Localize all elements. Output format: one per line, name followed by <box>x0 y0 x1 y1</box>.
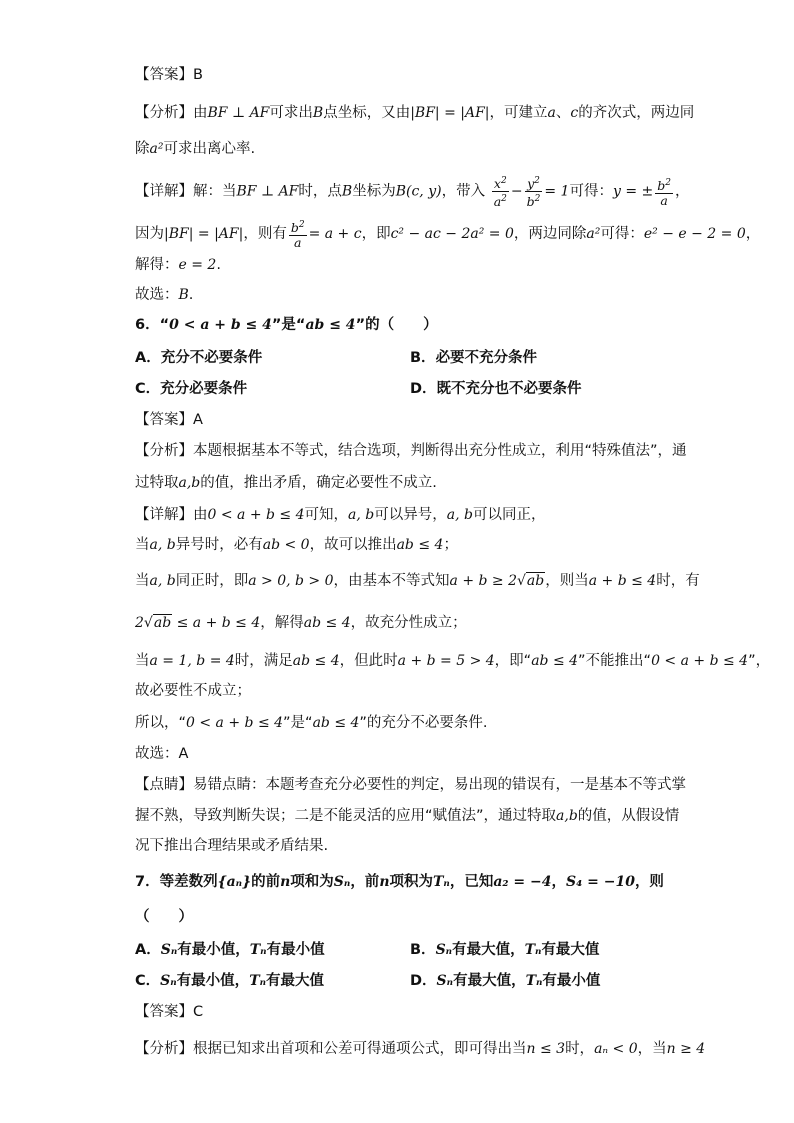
q7-option-c <box>135 970 324 992</box>
math: n ≤ 3 <box>526 1041 566 1057</box>
option-label: C． <box>135 973 161 989</box>
q7-option-a <box>135 939 325 961</box>
q6-detail-7 <box>135 712 488 734</box>
math: Tₙ <box>524 942 542 958</box>
text: ，带入 <box>441 183 486 200</box>
q6-detail-3 <box>135 570 700 592</box>
answer-value: C <box>193 1004 204 1020</box>
text: 当 <box>135 537 150 553</box>
answer-value: A <box>193 412 203 428</box>
math: a + b ≥ 2 <box>449 573 517 589</box>
text: ”是“ <box>283 715 313 731</box>
math: Sₙ <box>333 874 351 890</box>
math: a, b <box>446 507 473 523</box>
math: |BF| = |AF| <box>164 226 244 243</box>
math: ab ≤ 4 <box>396 537 444 553</box>
q6-detail-4 <box>135 612 467 634</box>
text: 除 <box>135 141 150 157</box>
text: 有最小值， <box>176 973 250 989</box>
math: a + b ≤ 4 <box>588 573 657 589</box>
q6-point-1 <box>135 774 686 796</box>
math: ab ≤ 4 <box>312 715 360 731</box>
math: e = 2 <box>178 257 217 273</box>
text: . <box>188 287 194 303</box>
question-7-stem <box>135 871 664 893</box>
analysis-tag: 【分析】 <box>135 443 193 459</box>
text: ”不能推出“ <box>578 653 652 669</box>
option-d <box>410 378 582 400</box>
math: a = 1, b = 4 <box>149 653 235 669</box>
text: ，则 <box>634 874 664 890</box>
point-tag: 【点睛】 <box>135 777 193 793</box>
math: ab < 0 <box>262 537 310 553</box>
text: 握不熟，导致判断失误；二是不能灵活的应用“赋值法”，通过特取 <box>135 808 557 824</box>
math: {aₙ} <box>217 874 252 890</box>
text: ，已知 <box>449 874 494 890</box>
choose-line <box>135 284 193 306</box>
option-label: A． <box>135 350 161 366</box>
math: Sₙ <box>160 973 177 989</box>
text: 由 <box>193 507 208 523</box>
math: S₄ = −10 <box>566 874 635 890</box>
text: 由 <box>193 105 208 121</box>
option-label: C． <box>135 381 161 397</box>
sqrt-symbol: √ <box>143 615 153 631</box>
option-text: 充分必要条件 <box>160 381 248 397</box>
math: e² − e − 2 = 0 <box>643 226 746 243</box>
sqrt-symbol: √ <box>517 573 526 589</box>
fraction-b2-a: $\frac{b^2}{a}$ <box>657 177 671 208</box>
option-label: A． <box>135 942 161 958</box>
analysis-tag: 【分析】 <box>135 1041 193 1057</box>
text: 项和为 <box>290 874 334 890</box>
text: ，解得 <box>260 615 304 631</box>
q6-answer <box>135 409 203 431</box>
q6-detail-5 <box>135 650 770 672</box>
math: a, b <box>149 537 176 553</box>
text: （ ） <box>135 909 193 925</box>
answer-tag: 【答案】 <box>135 1004 193 1020</box>
q6-detail-1 <box>135 504 545 526</box>
detail-line-2 <box>135 218 760 250</box>
text: ”的（ ） <box>355 317 438 333</box>
text: 解：当 <box>193 183 237 200</box>
math: a + b = 5 > 4 <box>397 653 495 669</box>
math: ab <box>526 573 545 589</box>
text: ，前 <box>350 874 380 890</box>
analysis-line-2 <box>135 138 255 160</box>
math: a₂ = −4 <box>493 874 552 890</box>
text: 、 <box>555 105 571 121</box>
math: a² <box>586 226 601 243</box>
math: c² − ac − 2a² = 0 <box>390 226 514 243</box>
detail-line-3 <box>135 254 221 276</box>
text: ，则有 <box>243 226 287 243</box>
text: ”是“ <box>271 317 306 333</box>
math: a,b <box>178 475 201 491</box>
math: BF ⊥ AF <box>207 105 270 121</box>
text: ，故可以推出 <box>309 537 397 553</box>
option-b <box>410 347 537 369</box>
fraction-x2-a2: $\frac{x^2}{a^2}$ <box>493 176 507 210</box>
math: ab ≤ 4 <box>303 615 351 631</box>
text: 可以同正， <box>472 507 546 523</box>
q6-point-3 <box>135 835 328 857</box>
text: 有最大值， <box>453 973 526 989</box>
text: 时，有 <box>656 573 700 589</box>
text: 故必要性不成立； <box>135 683 251 699</box>
text: 项积为 <box>389 874 433 890</box>
detail-line-1: 【详解】解：当BF ⊥ AF时，点B坐标为B(c, y)，带入 $\frac{x^2}{a^2}$ − $\frac{y^2}{b^2}$ = 1可得：y = ± $\frac{b^2}{a}$ ， <box>135 176 690 210</box>
math: B <box>178 287 189 303</box>
text: 7．等差数列 <box>135 874 218 890</box>
text: 时， <box>565 1041 595 1057</box>
q7-answer <box>135 1001 203 1023</box>
text: ，即“ <box>494 653 532 669</box>
math: Tₙ <box>433 874 450 890</box>
math: c <box>570 105 579 121</box>
fraction-b2-a: $\frac{b^2}{a}$ <box>290 220 305 251</box>
text: ，当 <box>637 1041 667 1057</box>
answer-tag: 【答案】 <box>135 412 193 428</box>
math: |BF| = |AF| <box>410 105 490 121</box>
q6-detail-6 <box>135 680 251 702</box>
option-c <box>135 378 247 400</box>
question-7-bracket <box>135 906 193 928</box>
text: ，则当 <box>545 573 589 589</box>
math: = a + c <box>308 226 362 243</box>
option-text: 必要不充分条件 <box>435 350 538 366</box>
math: B <box>312 105 324 121</box>
text: ，由基本不等式知 <box>333 573 450 589</box>
option-label: B． <box>410 350 436 366</box>
text: 同正时，即 <box>175 573 249 589</box>
math: 2 <box>135 615 144 631</box>
math: B <box>341 183 353 200</box>
text: 有最大值 <box>266 973 325 989</box>
q6-detail-2 <box>135 534 458 556</box>
text: 故选：A <box>135 746 189 762</box>
math: n <box>379 874 390 890</box>
text: 解得： <box>135 257 179 273</box>
q6-point-2 <box>135 805 679 827</box>
option-a <box>135 347 262 369</box>
text: 时，点 <box>298 183 342 200</box>
analysis-tag: 【分析】 <box>135 105 193 121</box>
text: 况下推出合理结果或矛盾结果. <box>135 838 329 854</box>
q7-option-d <box>410 970 600 992</box>
text: 可求出离心率. <box>163 141 256 157</box>
text: 坐标为 <box>352 183 396 200</box>
detail-tag: 【详解】 <box>135 183 193 200</box>
text: ， <box>745 226 761 243</box>
text: 时，满足 <box>234 653 293 669</box>
math: BF ⊥ AF <box>236 183 299 200</box>
math: Tₙ <box>249 973 267 989</box>
option-label: D． <box>410 973 437 989</box>
text: ”的充分不必要条件. <box>359 715 488 731</box>
text: 所以，“ <box>135 715 187 731</box>
math: n ≥ 4 <box>666 1041 706 1057</box>
text: 根据已知求出首项和公差可得通项公式，即可得出当 <box>193 1041 527 1057</box>
question-6-stem <box>135 314 438 336</box>
q6-choose <box>135 743 188 765</box>
text: 的齐次式，两边同 <box>578 105 695 121</box>
text: 过特取 <box>135 475 179 491</box>
text: 有最大值， <box>452 942 525 958</box>
text: 异号时，必有 <box>175 537 263 553</box>
math: a, b <box>149 573 176 589</box>
text: ，但此时 <box>339 653 398 669</box>
math: Tₙ <box>525 973 543 989</box>
text: . <box>216 257 221 273</box>
math: ≤ a + b ≤ 4 <box>172 615 261 631</box>
text: 故选： <box>135 287 179 303</box>
text: 可得： <box>569 183 613 200</box>
option-label: D． <box>410 381 437 397</box>
math: n <box>280 874 291 890</box>
text: ，两边同除 <box>513 226 587 243</box>
text: ； <box>443 537 458 553</box>
text: 可以异号， <box>374 507 447 523</box>
math: a <box>547 105 556 121</box>
text: 因为 <box>135 226 164 243</box>
text: 可知， <box>304 507 349 523</box>
math: aₙ < 0 <box>594 1041 638 1057</box>
text: 可得： <box>600 226 644 243</box>
text: 6．“ <box>135 317 170 333</box>
math: ab ≤ 4 <box>531 653 579 669</box>
q6-analysis-1 <box>135 440 687 462</box>
answer-line <box>135 64 203 86</box>
text: 有最大值 <box>541 942 600 958</box>
math: a, b <box>348 507 375 523</box>
text: 点坐标，又由 <box>323 105 411 121</box>
math: ab <box>153 615 172 631</box>
answer-tag: 【答案】 <box>135 67 193 83</box>
text: 有最小值， <box>177 942 250 958</box>
math: Sₙ <box>435 942 453 958</box>
text: ， <box>551 874 566 890</box>
math: Sₙ <box>436 973 454 989</box>
math: B(c, y) <box>395 183 442 200</box>
analysis-line-1 <box>135 102 694 124</box>
option-label: B． <box>410 942 436 958</box>
math: ab ≤ 4 <box>305 317 356 333</box>
text: ，即 <box>361 226 391 243</box>
math: a² <box>149 141 164 157</box>
text: 的值，从假设情 <box>577 808 680 824</box>
text: 的前 <box>251 874 281 890</box>
q7-analysis <box>135 1038 705 1060</box>
math: 0 < a + b ≤ 4 <box>186 715 284 731</box>
text: 可求出 <box>269 105 313 121</box>
text: ，可建立 <box>489 105 548 121</box>
math: a,b <box>556 808 578 824</box>
fraction-y2-b2: $\frac{y^2}{b^2}$ <box>526 176 541 210</box>
text: 当 <box>135 653 150 669</box>
math: 0 < a + b ≤ 4 <box>169 317 272 333</box>
math: 0 < a + b ≤ 4 <box>651 653 749 669</box>
q7-option-b <box>410 939 599 961</box>
answer-value: B <box>193 67 203 83</box>
option-text: 既不充分也不必要条件 <box>436 381 582 397</box>
text: 本题根据基本不等式，结合选项，判断得出充分性成立，利用“特殊值法”，通 <box>193 443 687 459</box>
text: 的值，推出矛盾，确定必要性不成立. <box>200 475 437 491</box>
text: 有最小值 <box>542 973 601 989</box>
text: ”， <box>748 653 771 669</box>
math: Sₙ <box>160 942 178 958</box>
math: 0 < a + b ≤ 4 <box>207 507 305 523</box>
text: ，故充分性成立； <box>350 615 467 631</box>
detail-tag: 【详解】 <box>135 507 193 523</box>
text: 当 <box>135 573 150 589</box>
math: Tₙ <box>249 942 267 958</box>
math: ab ≤ 4 <box>292 653 340 669</box>
q6-analysis-2 <box>135 472 437 494</box>
option-text: 充分不必要条件 <box>160 350 263 366</box>
text: 有最小值 <box>266 942 325 958</box>
math: a > 0, b > 0 <box>248 573 334 589</box>
text: 易错点睛：本题考查充分必要性的判定，易出现的错误有，一是基本不等式掌 <box>193 777 686 793</box>
